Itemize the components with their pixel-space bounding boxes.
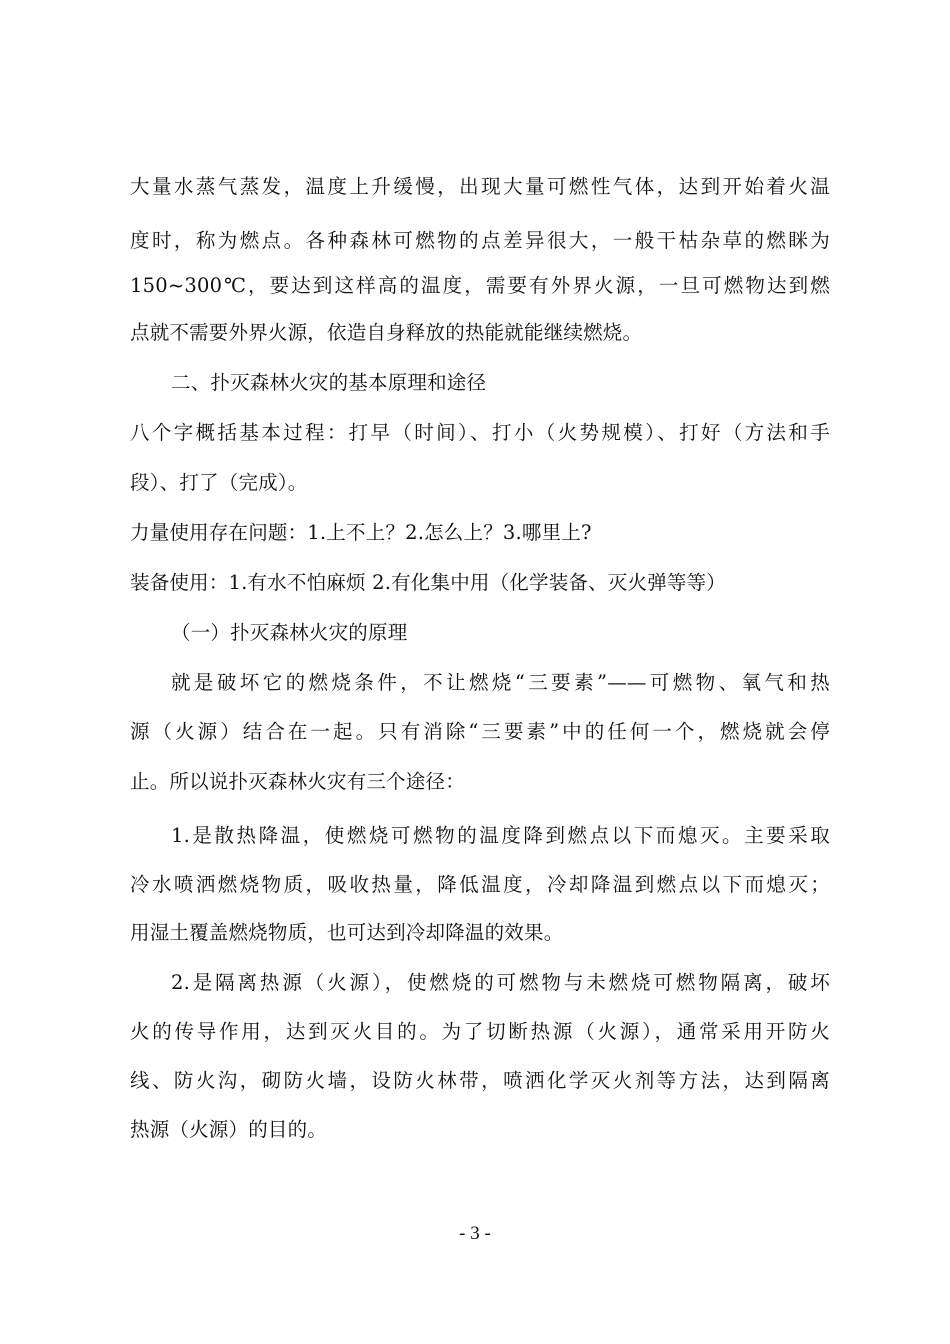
paragraph-line: 八个字概括基本过程：打早（时间）、打小（火势规模）、打好（方法和手 <box>130 421 830 444</box>
paragraph-line: 用湿土覆盖燃烧物质，也可达到冷却降温的效果。 <box>130 921 564 944</box>
paragraph-line: 2.是隔离热源（火源），使燃烧的可燃物与未燃烧可燃物隔离，破坏 <box>171 971 830 994</box>
subsection-heading: （一）扑灭森林火灾的原理 <box>171 621 408 644</box>
section-heading: 二、扑灭森林火灾的基本原理和途径 <box>171 371 487 394</box>
paragraph-line: 1.是散热降温，使燃烧可燃物的温度降到燃点以下而熄灭。主要采取 <box>171 824 830 847</box>
paragraph-line: 止。所以说扑灭森林火灾有三个途径： <box>130 770 465 793</box>
paragraph-line: 冷水喷洒燃烧物质，吸收热量，降低温度，冷却降温到燃点以下而熄灭； <box>130 873 830 896</box>
paragraph-line: 热源（火源）的目的。 <box>130 1118 328 1141</box>
paragraph-line: 点就不需要外界火源，依造自身释放的热能就能继续燃烧。 <box>130 321 643 344</box>
paragraph-line: 段）、打了（完成）。 <box>130 471 308 494</box>
paragraph-line: 大量水蒸气蒸发，温度上升缓慢，出现大量可燃性气体，达到开始着火温 <box>130 175 830 198</box>
paragraph-line: 装备使用：1.有水不怕麻烦 2.有化集中用（化学装备、灭火弹等等） <box>130 571 727 594</box>
paragraph-line: 线、防火沟，砌防火墙，设防火林带，喷洒化学灭火剂等方法，达到隔离 <box>130 1069 830 1092</box>
paragraph-line: 力量使用存在问题：1.上不上？2.怎么上？3.哪里上? <box>130 521 592 544</box>
paragraph-line: 源（火源）结合在一起。只有消除“三要素”中的任何一个，燃烧就会停 <box>130 720 830 743</box>
paragraph-line: 度时，称为燃点。各种森林可燃物的点差异很大，一般干枯杂草的燃眯为 <box>130 229 830 252</box>
page-number: - 3 - <box>459 1223 491 1244</box>
paragraph-line: 就是破坏它的燃烧条件，不让燃烧“三要素”——可燃物、氧气和热 <box>171 671 830 694</box>
paragraph-line: 火的传导作用，达到灭火目的。为了切断热源（火源），通常采用开防火 <box>130 1020 830 1043</box>
paragraph-line: 150~300℃，要达到这样高的温度，需要有外界火源，一旦可燃物达到燃 <box>130 274 830 297</box>
